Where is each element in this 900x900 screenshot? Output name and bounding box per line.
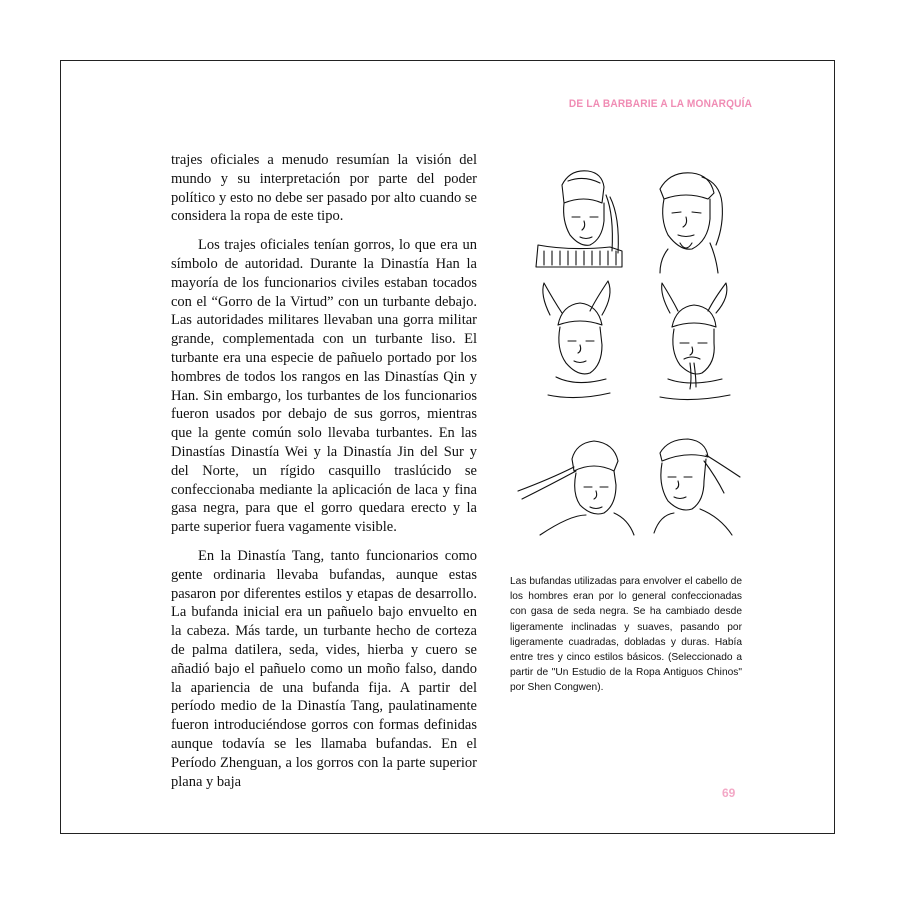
page-number: 69 bbox=[722, 786, 736, 800]
illustration-head-4 bbox=[660, 283, 730, 400]
paragraph: trajes oficiales a menudo resumían la visión del mundo y su interpretación por parte del poder político y esto no debe ser pasado por alto cuando se considera la ropa de este tipo. bbox=[171, 152, 477, 225]
paragraph: En la Dinastía Tang, tanto funcionarios como gente ordinaria llevaba bufandas, aunque estas pasaron por diferentes estilos y etapas de desarrollo. La bufanda inicial era un pañuelo bajo envuelto en la cabeza. Más tarde, un turbante hecho de corteza de palma datilera, seda, vides, hierba y cuero se añadió bajo el pañuelo como un moño falso, dando la apariencia de una bufanda fija. A partir del período medio de la Dinastía Tang, paulatinamente fueron introduciéndose gorros con formas definidas aunque todavía se les llamaba bufandas. En el Período Zhenguan, a los gorros con la parte superior plana y baja bbox=[171, 547, 477, 790]
illustration-head-3 bbox=[543, 281, 610, 398]
illustration-head-2 bbox=[660, 173, 722, 273]
illustration-head-1 bbox=[536, 171, 622, 267]
figure-caption: Las bufandas utilizadas para envolver el cabello de los hombres eran por lo general confeccionadas con gasa de seda negra. Se ha cambiado desde ligeramente inclinadas y suaves, pasando por ligeramente cuadradas, dobladas y duras. Había entre tres y cinco estilos básicos. (Seleccionado a partir de "Un Estudio de la Ropa Antiguos Chinos" por Shen Congwen). bbox=[510, 576, 742, 694]
illustration-head-6 bbox=[654, 439, 740, 535]
body-text-column bbox=[171, 151, 477, 801]
headwear-illustrations bbox=[510, 155, 745, 555]
illustration-head-5 bbox=[518, 441, 634, 535]
paragraph: Los trajes oficiales tenían gorros, lo que era un símbolo de autoridad. Durante la Dinastía Han la mayoría de los funcionarios civiles estaban tocados con el “Gorro de la Virtud” con un turbante debajo. Las autoridades militares llevaban una gorra militar grande, complementada con un turbante liso. El turbante era una especie de pañuelo portado por los hombres de todos los rangos en las Dinastías Qin y Han. Sin embargo, los turbantes de los funcionarios fueron usados por debajo de sus gorros, mientras que la gente común solo llevaba turbantes. En las Dinastías Dinastía Wei y la Dinastía Jin del Sur y del Norte, un rígido casquillo traslúcido se confeccionaba mediante la aplicación de laca y fina gasa negra, para que el gorro quedara erecto y la parte superior fuera vagamente visible. bbox=[171, 237, 477, 536]
running-header: DE LA BARBARIE A LA MONARQUÍA bbox=[568, 98, 752, 110]
